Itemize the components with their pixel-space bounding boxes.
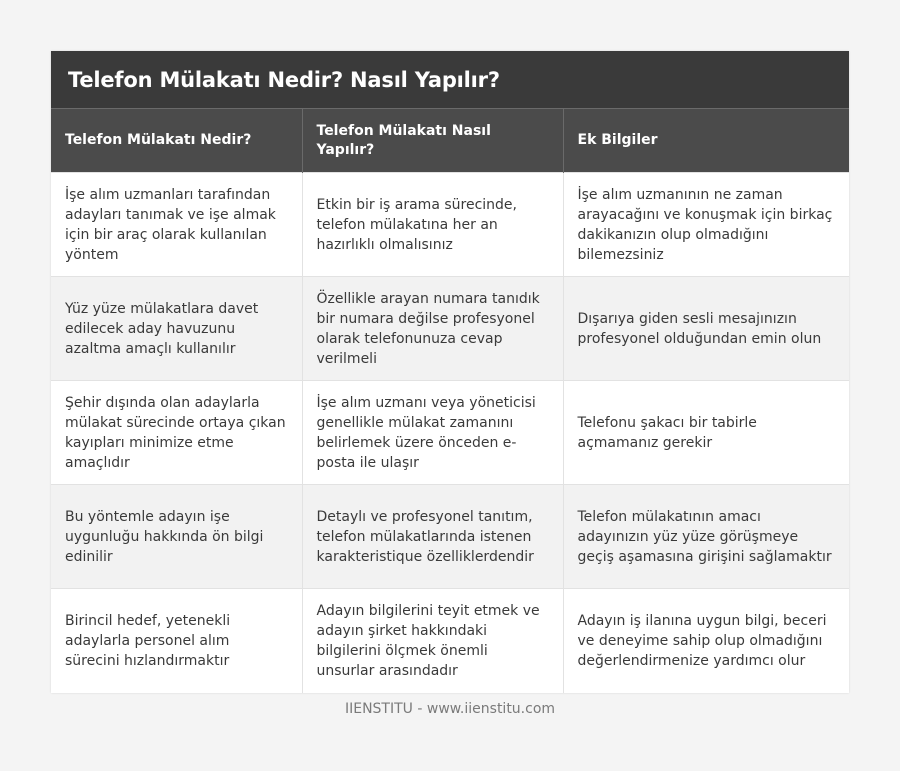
- table-row: [51, 485, 849, 589]
- table-cell: İşe alım uzmanı veya yöneticisi genellikle mülakat zamanını belirlemek üzere önceden e-posta ile ulaşır: [302, 381, 563, 485]
- footer-credit: IIENSTITU - www.iienstitu.com: [344, 701, 556, 717]
- table-cell: Bu yöntemle adayın işe uygunluğu hakkında ön bilgi edinilir: [51, 485, 302, 589]
- table-cell: Etkin bir iş arama sürecinde, telefon mülakatına her an hazırlıklı olmalısınız: [302, 173, 563, 277]
- table-row: [51, 381, 849, 485]
- table-cell: Yüz yüze mülakatlara davet edilecek aday havuzunu azaltma amaçlı kullanılır: [51, 277, 302, 381]
- table-cell: İşe alım uzmanları tarafından adayları tanımak ve işe almak için bir araç olarak kullanılan yöntem: [51, 173, 302, 277]
- column-header-extra: Ek Bilgiler: [563, 109, 849, 173]
- table-row: [51, 277, 849, 381]
- table-row: [51, 173, 849, 277]
- table-cell: Dışarıya giden sesli mesajınızın profesyonel olduğundan emin olun: [563, 277, 849, 381]
- table-header-row: [51, 109, 849, 173]
- table-card: [51, 51, 849, 693]
- table-cell: Birincil hedef, yetenekli adaylarla personel alım sürecini hızlandırmaktır: [51, 589, 302, 693]
- table-cell: Şehir dışında olan adaylarla mülakat sürecinde ortaya çıkan kayıpları minimize etme amaçlıdır: [51, 381, 302, 485]
- table-cell: Telefon mülakatının amacı adayınızın yüz yüze görüşmeye geçiş aşamasına girişini sağlamaktır: [563, 485, 849, 589]
- column-header-what: Telefon Mülakatı Nedir?: [65, 132, 252, 148]
- info-table: [51, 108, 849, 693]
- table-cell: Detaylı ve profesyonel tanıtım, telefon mülakatlarında istenen karakteristique özelliklerdendir: [302, 485, 563, 589]
- table-row: [51, 589, 849, 693]
- table-cell: Adayın iş ilanına uygun bilgi, beceri ve deneyime sahip olup olmadığını değerlendirmenize yardımcı olur: [563, 589, 849, 693]
- table-cell: İşe alım uzmanının ne zaman arayacağını ve konuşmak için birkaç dakikanızın olup olmadığını bilemezsiniz: [563, 173, 849, 277]
- table-title: Telefon Mülakatı Nedir? Nasıl Yapılır?: [51, 51, 849, 108]
- table-cell: Özellikle arayan numara tanıdık bir numara değilse profesyonel olarak telefonunuza cevap verilmeli: [302, 277, 563, 381]
- table-cell: Adayın bilgilerini teyit etmek ve adayın şirket hakkındaki bilgilerini ölçmek önemli unsurlar arasındadır: [302, 589, 563, 693]
- table-cell: Telefonu şakacı bir tabirle açmamanız gerekir: [563, 381, 849, 485]
- column-header-how: Telefon Mülakatı Nasıl Yapılır?: [302, 109, 563, 173]
